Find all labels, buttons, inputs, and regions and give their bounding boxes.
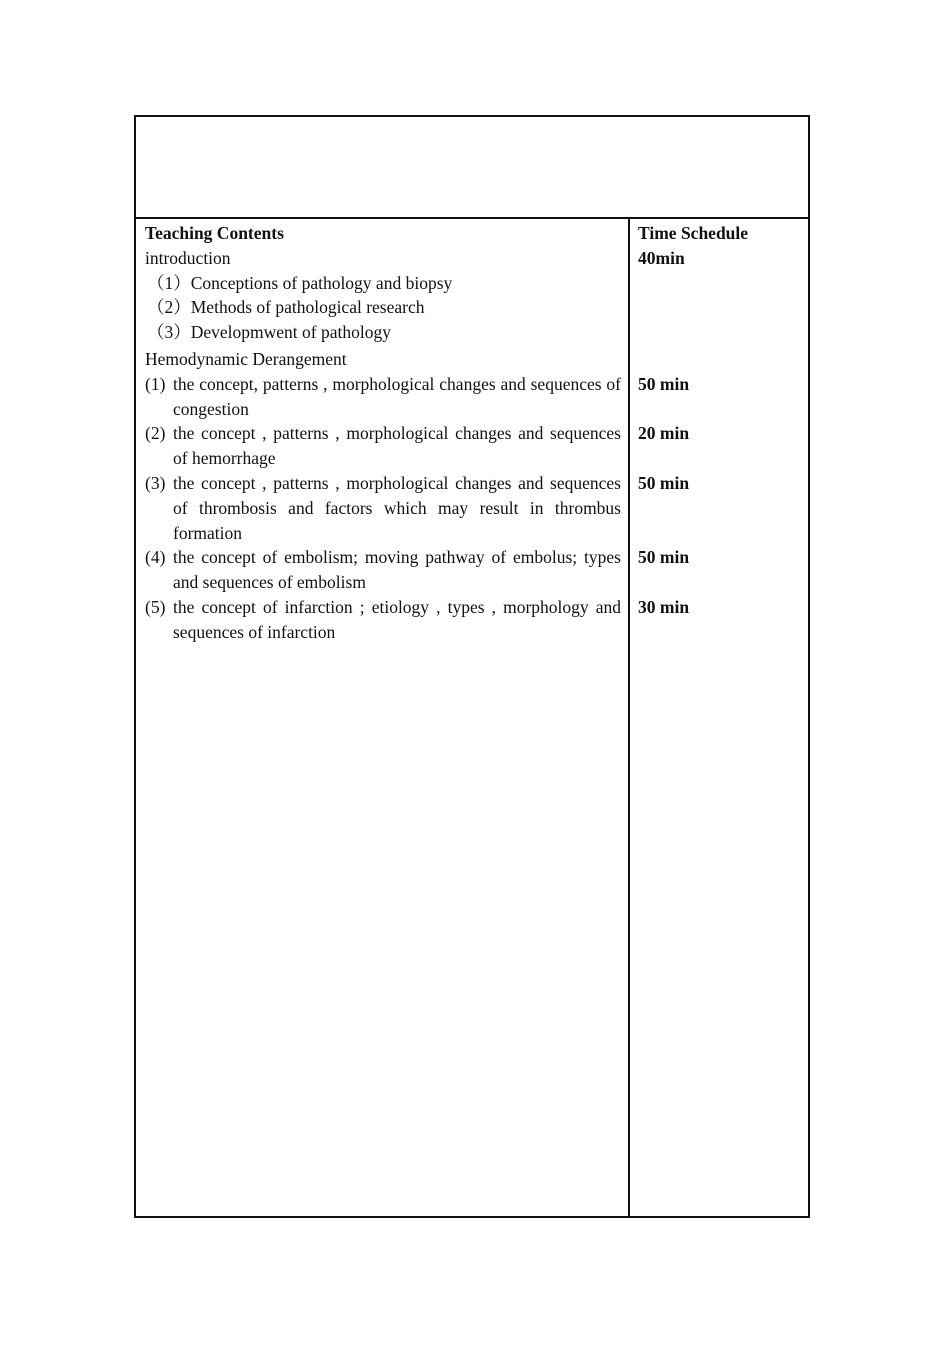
teaching-contents-heading: Teaching Contents [145, 223, 284, 243]
introduction-item: （3）Developmwent of pathology [147, 322, 391, 343]
topic-hemorrhage [145, 421, 621, 471]
time-schedule-heading: Time Schedule [638, 223, 749, 243]
topic-thrombosis [145, 471, 621, 545]
topic-text: the concept , patterns , morphological changes and sequences of thrombosis and factors which may result in thrombus formation [173, 472, 621, 543]
time-schedule-column [638, 221, 806, 620]
embolism-time: 50 min [638, 547, 690, 568]
introduction-time: 40min [638, 247, 685, 268]
topic-text: the concept of embolism; moving pathway of embolus; types and sequences of embolism [173, 547, 621, 593]
introduction-item: （2）Methods of pathological research [147, 297, 425, 318]
introduction-title: introduction [145, 247, 231, 268]
topic-text: the concept, patterns , morphological changes and sequences of congestion [173, 373, 621, 419]
topic-text: the concept of infarction ; etiology , types , morphology and sequences of infarction [173, 596, 621, 642]
introduction-item: （1）Conceptions of pathology and biopsy [147, 272, 453, 293]
congestion-time: 50 min [638, 373, 690, 394]
topic-embolism [145, 545, 621, 595]
thrombosis-time: 50 min [638, 472, 690, 493]
topic-text: the concept , patterns , morphological changes and sequences of hemorrhage [173, 423, 621, 469]
topic-number: (2) [145, 423, 166, 444]
topic-congestion [145, 372, 621, 422]
topic-number: (4) [145, 547, 166, 568]
topic-infarction [145, 595, 621, 645]
topic-number: (1) [145, 373, 166, 394]
teaching-contents-column [145, 221, 621, 645]
topic-number: (5) [145, 596, 166, 617]
hemodynamic-title: Hemodynamic Derangement [145, 348, 347, 369]
topic-number: (3) [145, 472, 166, 493]
empty-header-cell [136, 117, 808, 219]
hemorrhage-time: 20 min [638, 423, 690, 444]
column-divider [628, 219, 630, 1216]
infarction-time: 30 min [638, 596, 690, 617]
teaching-plan-table [134, 115, 810, 1218]
